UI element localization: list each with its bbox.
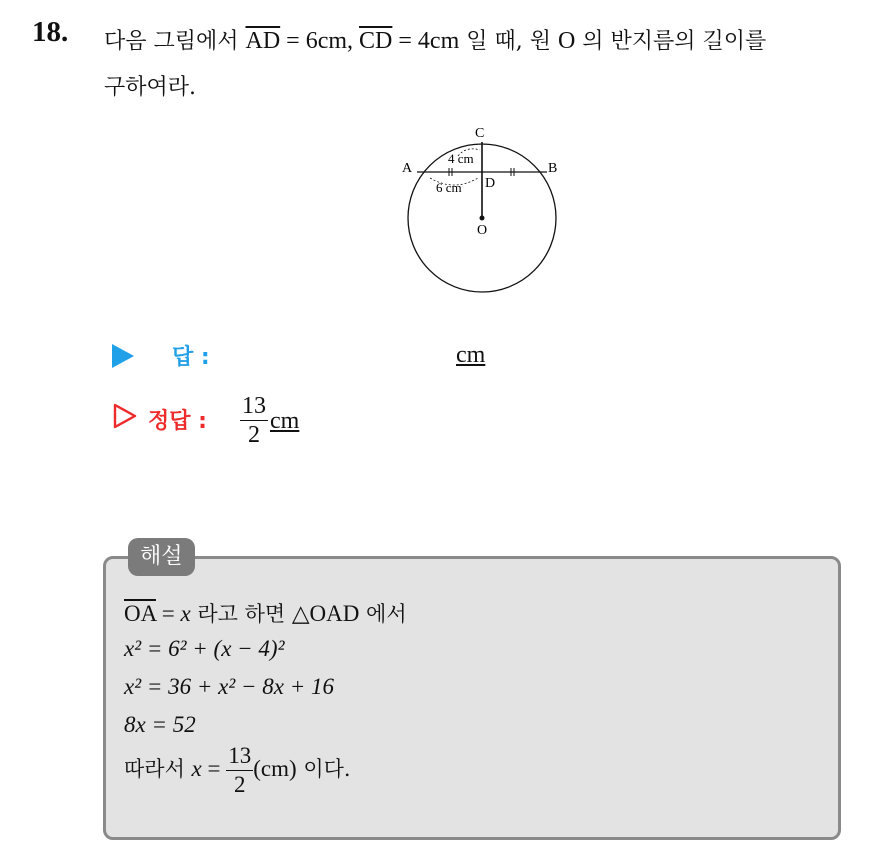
equals-cd: = 4cm <box>392 28 460 54</box>
solution-tag: 해설 <box>128 538 195 576</box>
outline-triangle-icon <box>112 402 138 430</box>
fraction-numerator: 13 <box>226 742 253 771</box>
fraction-denominator: 2 <box>234 772 246 797</box>
question-number: 18. <box>32 16 69 48</box>
triangle-oad: △OAD <box>291 601 360 626</box>
equals: = <box>201 755 227 781</box>
question-text <box>104 18 874 111</box>
equals-ad: = 6cm, <box>280 28 360 54</box>
fraction-denominator: 2 <box>248 422 260 448</box>
label-a: A <box>402 161 413 176</box>
question-text-part: 일 때, 원 <box>459 29 558 54</box>
solution-line-1 <box>124 598 407 628</box>
solution-fraction <box>226 742 253 799</box>
circle-figure <box>396 120 572 300</box>
length-cd: 4 cm <box>448 151 474 166</box>
solution-line-4: 8x = 52 <box>124 712 196 737</box>
answer-unit: cm <box>456 342 486 368</box>
solution-text: 에서 <box>359 602 407 626</box>
unit: (cm) <box>253 755 297 781</box>
solution-text: 이다. <box>296 756 351 781</box>
solution-text: 따라서 <box>124 756 192 781</box>
solution-line-3: x² = 36 + x² − 8x + 16 <box>124 674 334 699</box>
question-text-part: 의 반지름의 길이를 <box>575 29 767 54</box>
circle-name: O <box>557 28 576 54</box>
equals: = <box>155 601 181 626</box>
variable-x: x <box>191 755 202 781</box>
label-o: O <box>477 223 488 238</box>
correct-answer-label: 정답 : <box>148 409 207 434</box>
fraction-numerator: 13 <box>242 393 266 419</box>
center-point <box>480 216 485 221</box>
segment-ad: $\overline{AD}$ <box>245 28 281 54</box>
label-d: D <box>485 176 496 191</box>
correct-fraction <box>240 392 268 449</box>
segment-cd: $\overline{CD}$ <box>359 28 393 54</box>
correct-answer-unit: cm <box>270 408 300 434</box>
question-text-part: 구하여라. <box>104 75 197 100</box>
solution-text: 라고 하면 <box>190 602 292 626</box>
solution-line-2: x² = 6² + (x − 4)² <box>124 636 285 661</box>
label-c: C <box>475 126 485 141</box>
question-text-part: 다음 그림에서 <box>104 29 246 54</box>
variable-x: x <box>180 601 191 626</box>
correct-answer-row <box>112 392 532 456</box>
answer-label: 답 : <box>172 345 210 370</box>
label-b: B <box>548 161 558 176</box>
answer-row <box>112 340 532 374</box>
correct-answer-value <box>240 392 299 449</box>
play-icon <box>112 344 134 368</box>
length-ad: 6 cm <box>436 180 462 195</box>
solution-line-5 <box>124 742 351 799</box>
segment-oa: $\overline{OA}$ <box>124 601 156 626</box>
